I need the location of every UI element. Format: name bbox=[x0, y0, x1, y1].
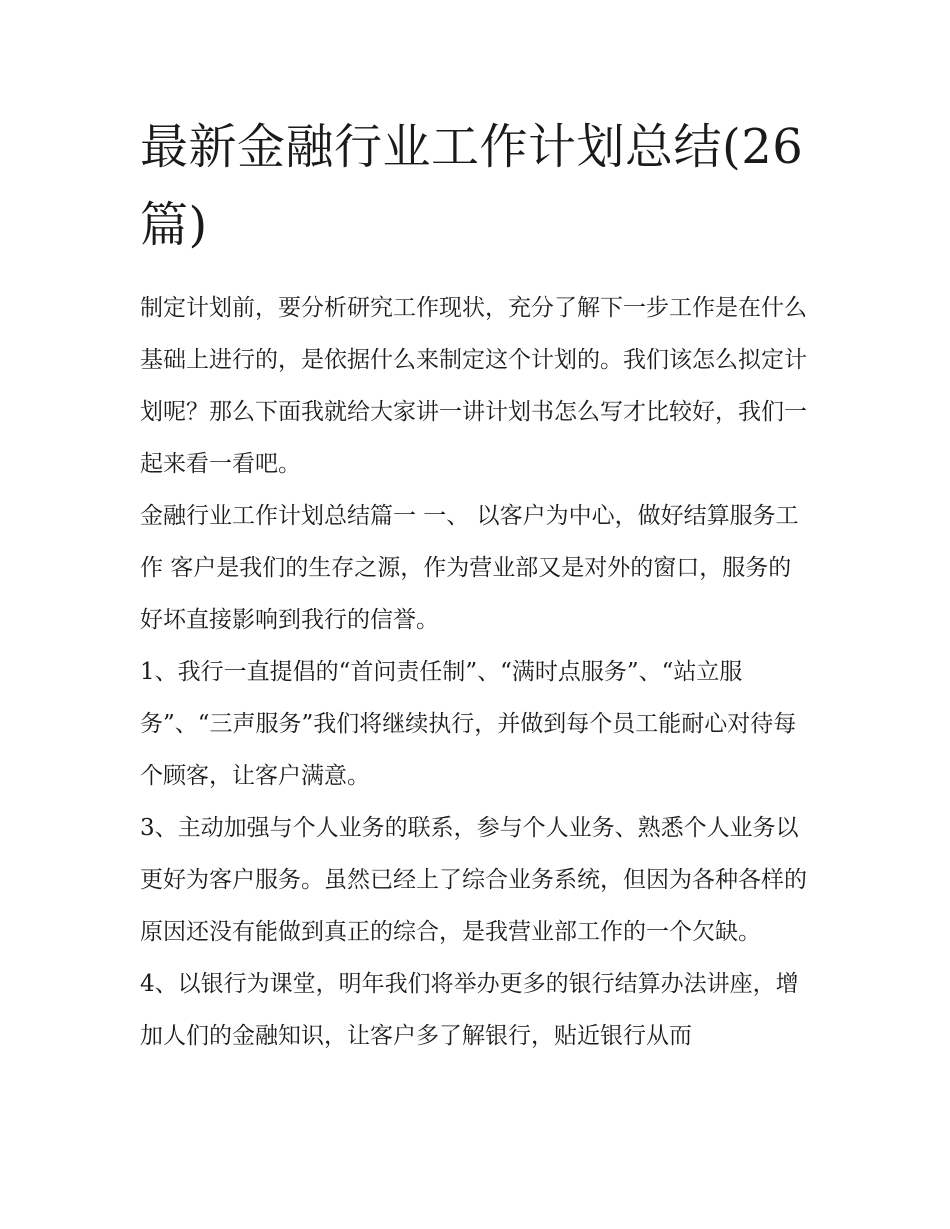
document-page bbox=[140, 108, 812, 1062]
paragraph-intro: 制定计划前，要分析研究工作现状，充分了解下一步工作是在什么基础上进行的，是依据什么来制定这个计划的。我们该怎么拟定计划呢？那么下面我就给大家讲一讲计划书怎么写才比较好，我们一起来看一看吧。 bbox=[140, 295, 807, 477]
paragraph-item-3: 3、主动加强与个人业务的联系，参与个人业务、熟悉个人业务以更好为客户服务。虽然已经上了综合业务系统，但因为各种各样的原因还没有能做到真正的综合，是我营业部工作的一个欠缺。 bbox=[140, 815, 807, 945]
document-title: 最新金融行业工作计划总结(26篇) bbox=[140, 119, 804, 253]
paragraph-section-one: 金融行业工作计划总结篇一 一、 以客户为中心，做好结算服务工作 客户是我们的生存之源，作为营业部又是对外的窗口，服务的好坏直接影响到我行的信誉。 bbox=[140, 503, 799, 633]
paragraph-item-4: 4、以银行为课堂，明年我们将举办更多的银行结算办法讲座，增加人们的金融知识，让客户多了解银行，贴近银行从而 bbox=[140, 971, 799, 1049]
paragraph-item-1: 1、我行一直提倡的“首问责任制”、“满时点服务”、“站立服务”、“三声服务”我们将继续执行，并做到每个员工能耐心对待每个顾客，让客户满意。 bbox=[140, 659, 797, 789]
